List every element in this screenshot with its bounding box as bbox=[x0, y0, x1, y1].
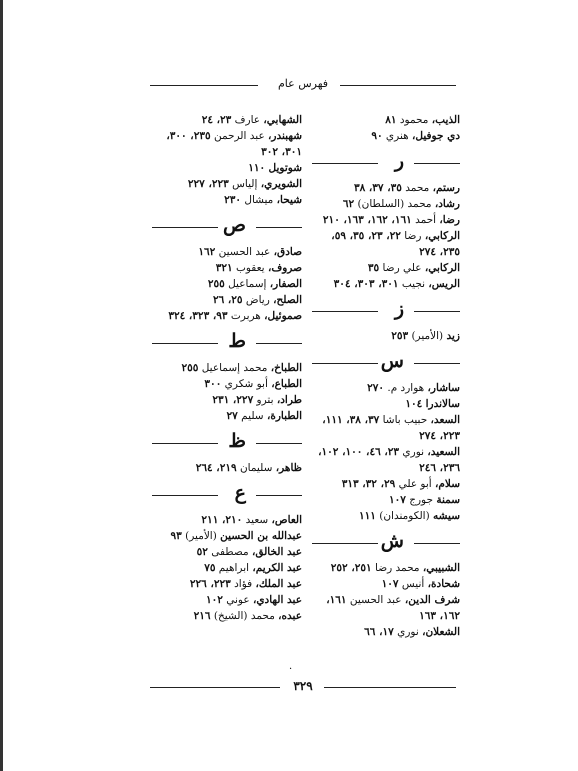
index-entry bbox=[312, 476, 460, 492]
index-entry bbox=[312, 576, 460, 592]
section-rule-right bbox=[414, 163, 460, 164]
entry-name: رضا، bbox=[439, 214, 460, 226]
entry-pages: ٢٥٣ bbox=[391, 330, 409, 342]
entry-name: الصفار، bbox=[269, 278, 302, 290]
section-rule-left bbox=[152, 495, 218, 496]
entry-pages: ٢٩، ٣٢، ٣١٣ bbox=[341, 478, 396, 490]
entry-name: ساشار، bbox=[427, 382, 460, 394]
index-entry bbox=[152, 544, 302, 560]
entry-desc: يعقوب bbox=[232, 262, 268, 274]
section-rule-right bbox=[256, 343, 302, 344]
entry-name: الطباخ، bbox=[270, 362, 302, 374]
page-number: ٣٢٩ bbox=[293, 679, 313, 693]
entry-pages: ٢٢٣، ٢٢٦ bbox=[189, 578, 231, 590]
section-letter: ع bbox=[234, 482, 246, 504]
entry-desc: عبد الحسين bbox=[346, 594, 405, 606]
index-entry bbox=[152, 376, 302, 392]
entry-pages: ١٠٤ bbox=[405, 398, 423, 410]
entry-pages: ٢٢، ٢٣، ٣٥، ٥٩، ٢٣٥، ٢٧٤ bbox=[331, 230, 460, 258]
entry-pages: ٢٣٥، ٣٠٠، ٣٠١، ٣٠٢ bbox=[166, 130, 302, 158]
index-entry bbox=[312, 228, 460, 260]
entry-desc: محمد إسماعيل bbox=[198, 362, 271, 374]
section-header bbox=[312, 530, 460, 556]
entry-name: شحادة، bbox=[427, 578, 460, 590]
entry-name: السعد، bbox=[430, 414, 460, 426]
index-column-left bbox=[152, 112, 302, 624]
index-entry bbox=[312, 412, 460, 444]
section-rule-left bbox=[312, 311, 378, 312]
index-entry bbox=[312, 260, 460, 276]
section-header bbox=[152, 214, 302, 240]
index-column-right bbox=[312, 112, 460, 640]
entry-name: الصلح، bbox=[273, 294, 302, 306]
entry-name: طراد، bbox=[276, 394, 302, 406]
entry-pages: ٢٧ bbox=[226, 410, 238, 422]
section-rule-left bbox=[152, 443, 218, 444]
section-letter: ش bbox=[380, 530, 404, 552]
section-rule-right bbox=[256, 227, 302, 228]
entry-name: صادق، bbox=[273, 246, 302, 258]
index-entry bbox=[152, 128, 302, 160]
entry-name: عبد الخالق، bbox=[251, 546, 302, 558]
index-entry bbox=[312, 444, 460, 476]
entry-desc: محمد (السلطان) bbox=[354, 198, 435, 210]
entry-pages: ١٦٢ bbox=[198, 246, 216, 258]
decorative-dot: · bbox=[289, 664, 293, 675]
entry-name: شوتويل bbox=[268, 162, 302, 174]
entry-name: سمنة bbox=[436, 494, 460, 506]
index-entry bbox=[312, 196, 460, 212]
entry-desc: حبيب باشا bbox=[379, 414, 431, 426]
entry-desc: عبد الحسين bbox=[215, 246, 274, 258]
entry-desc: محمد bbox=[401, 182, 433, 194]
section-rule-left bbox=[312, 163, 378, 164]
index-entry bbox=[152, 160, 302, 176]
section-rule-right bbox=[414, 543, 460, 544]
entry-name: عبده، bbox=[278, 610, 302, 622]
index-entry bbox=[152, 392, 302, 408]
header-title: فهرس عام bbox=[277, 77, 329, 90]
entry-pages: ٢٥، ٢٦ bbox=[212, 294, 243, 306]
entry-desc: أبو علي bbox=[395, 478, 436, 490]
entry-pages: ١٠٢ bbox=[205, 594, 223, 606]
entry-desc: بترو bbox=[253, 394, 277, 406]
entry-desc: جورج bbox=[405, 494, 437, 506]
entry-name: سيشه bbox=[433, 510, 460, 522]
entry-pages: ١٠٧ bbox=[388, 494, 406, 506]
index-entry bbox=[152, 308, 302, 324]
index-entry bbox=[152, 360, 302, 376]
entry-pages: ٣٥، ٣٧، ٣٨ bbox=[353, 182, 402, 194]
index-entry bbox=[312, 624, 460, 640]
entry-desc: (الأمير) bbox=[181, 530, 221, 542]
index-entry bbox=[312, 592, 460, 624]
index-entry bbox=[152, 112, 302, 128]
entry-pages: ٢٢٣، ٢٢٧ bbox=[187, 178, 229, 190]
entry-desc: ابراهيم bbox=[215, 562, 253, 574]
section-rule-left bbox=[152, 343, 218, 344]
entry-pages: ٣٠٠ bbox=[204, 378, 222, 390]
entry-pages: ٥٢ bbox=[196, 546, 208, 558]
entry-desc: هوارد م. bbox=[384, 382, 428, 394]
index-entry bbox=[312, 212, 460, 228]
section-rule-right bbox=[256, 443, 302, 444]
index-entry bbox=[312, 128, 460, 144]
entry-desc: إسماعيل bbox=[224, 278, 270, 290]
section-rule-right bbox=[414, 363, 460, 364]
entry-name: شرف الدين، bbox=[404, 594, 460, 606]
entry-pages: ٢٣، ٤٦، ١٠٠، ١٠٢، ٢٣٦، ٢٤٦ bbox=[318, 446, 460, 474]
index-entry bbox=[152, 592, 302, 608]
entry-pages: ٣٥ bbox=[367, 262, 380, 274]
section-rule-left bbox=[152, 227, 218, 228]
entry-desc: أبو شكري bbox=[221, 378, 272, 390]
index-entry bbox=[152, 608, 302, 624]
entry-name: سلام، bbox=[435, 478, 460, 490]
entry-desc: مصطفى bbox=[207, 546, 252, 558]
index-entry bbox=[152, 460, 302, 476]
entry-name: الشعلان، bbox=[422, 626, 460, 638]
entry-pages: ٧٥ bbox=[204, 562, 216, 574]
entry-desc: علي رضا bbox=[379, 262, 425, 274]
entry-desc: هربرت bbox=[227, 310, 265, 322]
entry-pages: ٩٠ bbox=[371, 130, 383, 142]
entry-pages: ٢٥٥ bbox=[207, 278, 225, 290]
section-letter: س bbox=[380, 350, 404, 372]
index-entry bbox=[312, 492, 460, 508]
entry-desc: رياض bbox=[242, 294, 274, 306]
index-entry bbox=[152, 560, 302, 576]
entry-desc: إلياس bbox=[228, 178, 261, 190]
entry-desc: أحمد bbox=[411, 214, 440, 226]
footer-rule-right bbox=[324, 687, 456, 688]
entry-name: الريس، bbox=[428, 278, 460, 290]
section-rule-left bbox=[312, 543, 378, 544]
entry-name: رستم، bbox=[432, 182, 460, 194]
entry-pages: ١٠٧ bbox=[381, 578, 399, 590]
entry-desc: (الكومندان) bbox=[375, 510, 434, 522]
index-entry bbox=[152, 260, 302, 276]
entry-pages: ٣٧، ٣٨، ١١١، ٢٢٣، ٢٧٤ bbox=[322, 414, 460, 442]
entry-desc: محمد رضا bbox=[371, 562, 423, 574]
entry-desc: نوري bbox=[393, 626, 423, 638]
entry-name: الركابي، bbox=[424, 262, 460, 274]
entry-desc: سليمان bbox=[236, 462, 276, 474]
entry-name: صروف، bbox=[267, 262, 302, 274]
index-entry bbox=[152, 292, 302, 308]
entry-pages: ٢١٩، ٢٦٤ bbox=[195, 462, 237, 474]
entry-name: الطباع، bbox=[271, 378, 302, 390]
entry-desc: عارف bbox=[231, 114, 264, 126]
entry-name: الركابي، bbox=[424, 230, 460, 242]
page-spine-edge bbox=[0, 0, 3, 771]
entry-desc: رضا bbox=[400, 230, 425, 242]
index-entry bbox=[152, 528, 302, 544]
section-rule-right bbox=[256, 495, 302, 496]
entry-desc: سليم bbox=[237, 410, 267, 422]
header-rule-right bbox=[340, 85, 456, 86]
entry-name: ظاهر، bbox=[275, 462, 302, 474]
entry-pages: ٩٣ bbox=[170, 530, 182, 542]
entry-desc: محمود bbox=[396, 114, 432, 126]
index-entry bbox=[152, 244, 302, 260]
index-entry bbox=[312, 276, 460, 292]
index-entry bbox=[312, 560, 460, 576]
entry-pages: ٢١٦ bbox=[193, 610, 211, 622]
entry-desc: هنري bbox=[382, 130, 412, 142]
entry-pages: ١٦١، ١٦٢، ١٦٣، ٢١٠ bbox=[322, 214, 412, 226]
entry-pages: ٢٥٥ bbox=[181, 362, 199, 374]
section-header bbox=[152, 482, 302, 508]
entry-name: صموئيل، bbox=[264, 310, 302, 322]
section-header bbox=[152, 430, 302, 456]
index-entry bbox=[312, 328, 460, 344]
entry-desc: نوري bbox=[399, 446, 428, 458]
index-entry bbox=[312, 380, 460, 396]
entry-pages: ١١٠ bbox=[248, 162, 266, 174]
index-entry bbox=[152, 276, 302, 292]
index-entry bbox=[152, 192, 302, 208]
entry-pages: ١١١ bbox=[358, 510, 376, 522]
entry-pages: ٨١ bbox=[385, 114, 397, 126]
entry-name: سالاندرا bbox=[425, 398, 460, 410]
entry-pages: ٣٠١، ٣٠٣، ٣٠٤ bbox=[333, 278, 399, 290]
entry-name: الشويري، bbox=[260, 178, 302, 190]
index-entry bbox=[152, 576, 302, 592]
index-entry bbox=[312, 396, 460, 412]
index-entry bbox=[312, 112, 460, 128]
entry-desc: أنيس bbox=[398, 578, 428, 590]
section-letter: ط bbox=[228, 330, 246, 352]
entry-desc: نجيب bbox=[398, 278, 429, 290]
entry-desc: (الأمير) bbox=[408, 330, 447, 342]
entry-pages: ٢٢٧، ٢٣١ bbox=[212, 394, 254, 406]
entry-desc: عبد الرحمن bbox=[210, 130, 269, 142]
section-letter: ر bbox=[394, 150, 404, 172]
entry-name: العاص، bbox=[271, 514, 302, 526]
entry-name: شهبندر، bbox=[268, 130, 302, 142]
entry-pages: ١٧، ٦٦ bbox=[364, 626, 394, 638]
entry-name: زيد bbox=[446, 330, 460, 342]
entry-pages: ٣٢١ bbox=[215, 262, 233, 274]
entry-pages: ٩٣، ٣٢٣، ٣٢٤ bbox=[168, 310, 228, 322]
index-entry bbox=[152, 512, 302, 528]
index-entry bbox=[152, 408, 302, 424]
entry-desc: سعيد bbox=[242, 514, 272, 526]
page-header bbox=[150, 75, 456, 95]
entry-name: الذيب، bbox=[431, 114, 460, 126]
entry-name: عبد الهادي، bbox=[252, 594, 302, 606]
entry-desc: عوني bbox=[222, 594, 253, 606]
entry-name: دي جوفيل، bbox=[412, 130, 460, 142]
entry-desc: محمد (الشيخ) bbox=[210, 610, 279, 622]
page-footer bbox=[150, 679, 456, 699]
index-entry bbox=[312, 508, 460, 524]
entry-pages: ٢١٠، ٢١١ bbox=[201, 514, 243, 526]
section-letter: ظ bbox=[228, 430, 246, 452]
entry-name: السعيد، bbox=[427, 446, 460, 458]
entry-desc: فؤاد bbox=[230, 578, 256, 590]
entry-name: عبد الكريم، bbox=[252, 562, 302, 574]
entry-name: رشاد، bbox=[434, 198, 460, 210]
entry-desc: ميشال bbox=[240, 194, 277, 206]
section-header bbox=[312, 350, 460, 376]
section-header bbox=[152, 330, 302, 356]
section-rule-right bbox=[414, 311, 460, 312]
section-letter: ز bbox=[394, 298, 404, 320]
entry-pages: ٦٢ bbox=[342, 198, 355, 210]
entry-pages: ٢٧٠ bbox=[367, 382, 385, 394]
index-entry bbox=[312, 180, 460, 196]
entry-name: عبد الملك، bbox=[255, 578, 302, 590]
section-header bbox=[312, 150, 460, 176]
entry-pages: ٢٣٠ bbox=[224, 194, 241, 206]
entry-name: شيحا، bbox=[276, 194, 302, 206]
section-header bbox=[312, 298, 460, 324]
entry-pages: ٢٣، ٢٤ bbox=[201, 114, 232, 126]
entry-pages: ٢٥١، ٢٥٢ bbox=[330, 562, 372, 574]
entry-name: الشهابي، bbox=[263, 114, 302, 126]
section-letter: ص bbox=[223, 214, 246, 236]
entry-pages: ١٦١، ١٦٢، ١٦٣ bbox=[326, 594, 460, 622]
index-entry bbox=[152, 176, 302, 192]
entry-name: الطبارة، bbox=[266, 410, 302, 422]
section-rule-left bbox=[312, 363, 378, 364]
entry-name: الشبيبي، bbox=[422, 562, 460, 574]
entry-name: عبدالله بن الحسين bbox=[220, 530, 302, 542]
